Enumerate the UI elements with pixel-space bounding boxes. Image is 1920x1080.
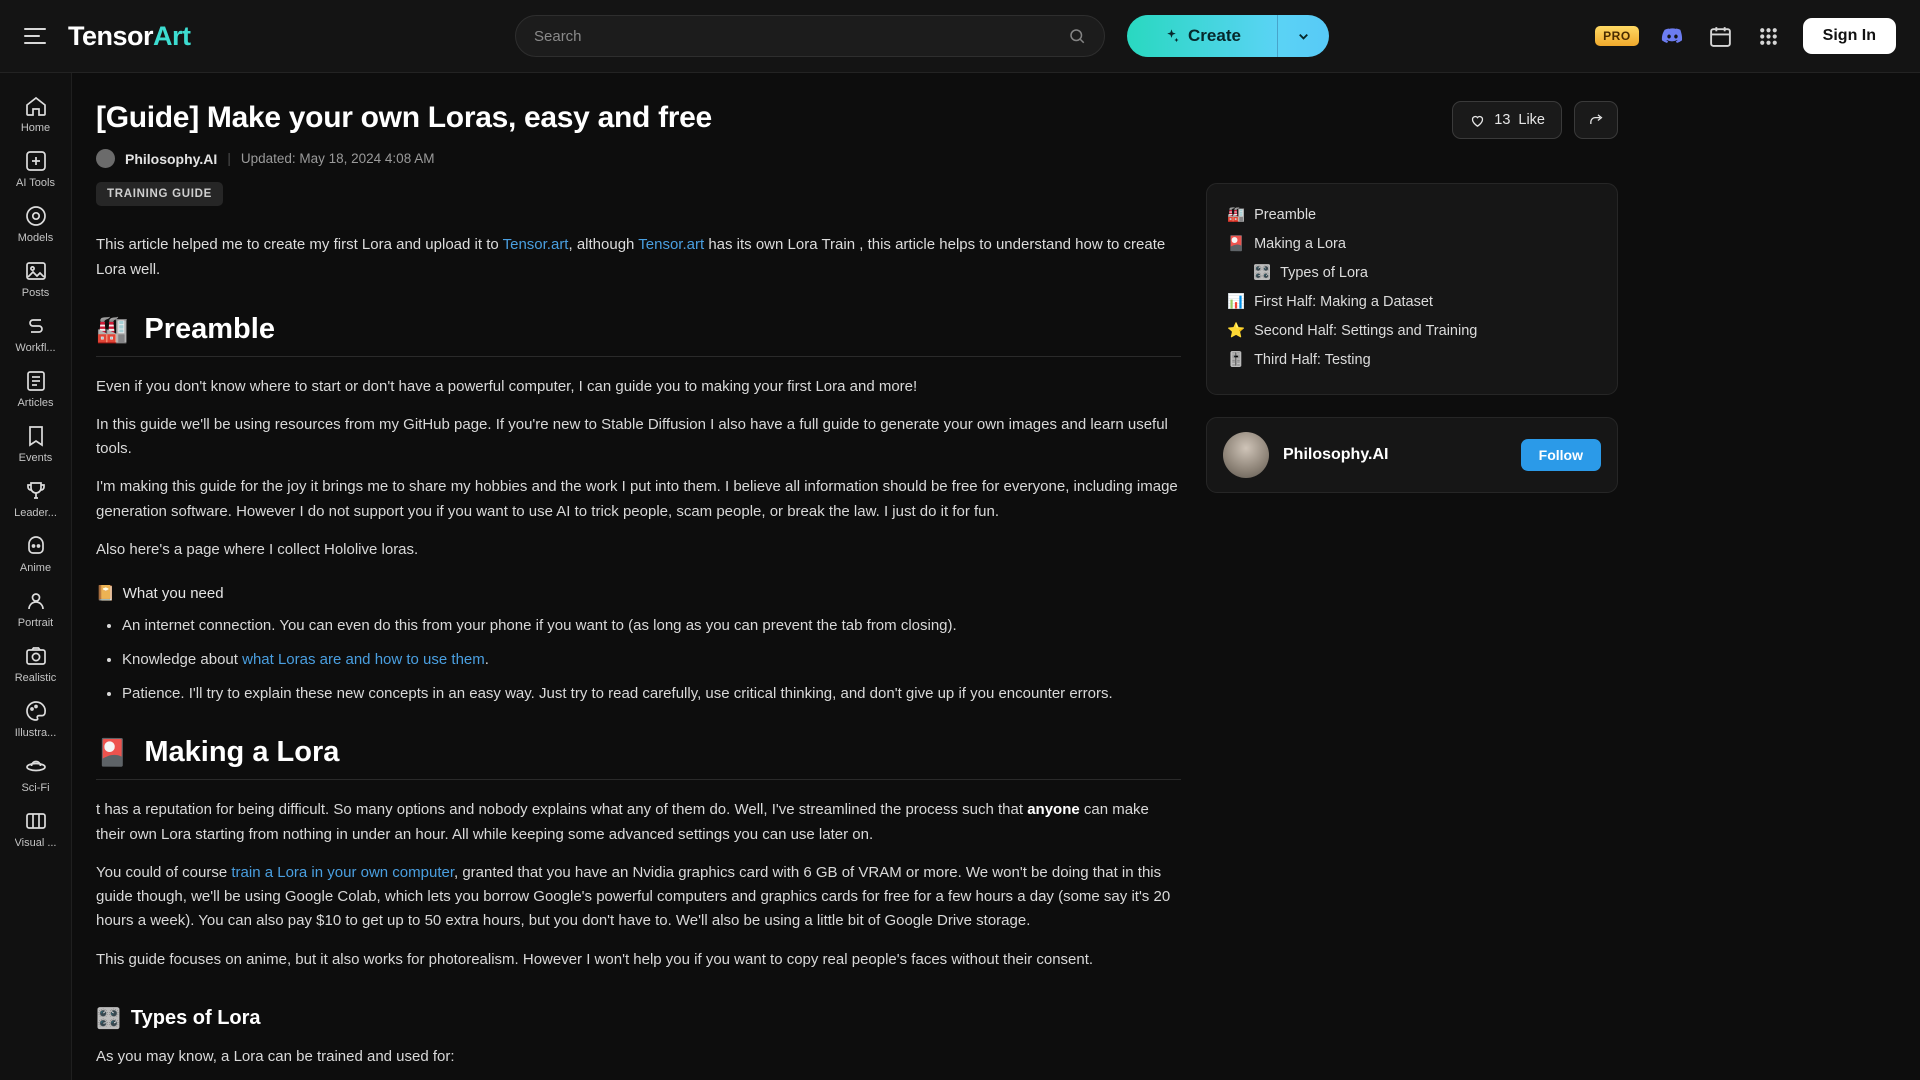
section-heading-preamble <box>96 313 1182 346</box>
toc-item-preamble[interactable] <box>1225 200 1599 229</box>
search-input[interactable] <box>534 28 1068 45</box>
sidebar-item-label: Visual ... <box>14 837 57 849</box>
divider <box>96 779 1181 780</box>
tensor-art-link-2[interactable]: Tensor.art <box>638 236 705 253</box>
logo[interactable] <box>68 21 191 52</box>
toc-item-types-of-lora[interactable] <box>1225 258 1599 287</box>
train-lora-local-link[interactable]: train a Lora in your own computer <box>231 863 454 881</box>
toc-item-label: Second Half: Settings and Training <box>1254 322 1478 339</box>
list-item-text-suffix: . <box>484 651 489 669</box>
sidebar-item-label: Workfl... <box>15 342 56 354</box>
share-icon <box>1588 112 1605 129</box>
toc-item-label: Third Half: Testing <box>1254 351 1371 368</box>
making-text-4: , granted that you have an Nvidia graphics card with 6 GB of VRAM or more. We won't be doing that in this guide though, we'll be using Google Colab, which lets you borrow Google's powerful computers and graphics cards for free for a few hours a day (some say it's 20 hours a week). You can also pay $10 to get up to 50 extra hours, but you don't have to. We'll also be using a little bit of Google Drive storage. <box>96 863 1171 930</box>
status-badge[interactable]: TRAINING GUIDE <box>96 182 223 206</box>
subsection-heading-text: Types of Lora <box>130 1007 261 1030</box>
list-item: • An internet connection. You can even do this from your phone if you want to (as long as you can prevent the tab from closing). <box>122 614 1182 638</box>
tools-icon <box>24 149 48 173</box>
sidebar-item-articles[interactable] <box>2 362 70 415</box>
menu-toggle-icon[interactable] <box>24 23 50 49</box>
section-heading-making-a-lora <box>96 736 1182 769</box>
intro-text-2: , although <box>568 236 639 253</box>
toc-item-label: First Half: Making a Dataset <box>1254 293 1433 310</box>
sidebar <box>0 73 72 1080</box>
loras-guide-link[interactable]: what Loras are and how to use them <box>242 651 485 669</box>
star-icon: ⭐ <box>1227 323 1246 339</box>
page-title: [Guide] Make your own Loras, easy and free <box>96 101 712 134</box>
scifi-icon <box>24 754 48 778</box>
factory-icon: 🏭 <box>96 313 129 344</box>
visual-icon <box>24 809 48 833</box>
right-column <box>1206 101 1646 1080</box>
sidebar-item-home[interactable] <box>2 87 70 140</box>
author-card-name[interactable]: Philosophy.AI <box>1283 446 1389 463</box>
article-actions <box>1206 101 1618 139</box>
article-meta <box>96 149 1182 168</box>
avatar[interactable] <box>1223 432 1269 478</box>
search-icon <box>1068 27 1086 45</box>
articles-icon <box>24 369 48 393</box>
making-paragraph-2 <box>96 861 1182 934</box>
illustration-icon <box>24 699 48 723</box>
sidebar-item-label: Models <box>17 232 54 244</box>
factory-icon: 🏭 <box>1227 207 1246 223</box>
sidebar-item-events[interactable] <box>2 417 70 470</box>
apps-grid-icon[interactable] <box>1755 22 1783 50</box>
realistic-icon <box>24 644 48 668</box>
top-bar-right <box>1595 18 1896 54</box>
list-item: • Patience. I'll try to explain these new concepts in an easy way. Just try to read carefully, use critical thinking, and don't give up if you encounter errors. <box>122 682 1182 706</box>
updated-timestamp: Updated: May 18, 2024 4:08 AM <box>240 151 435 166</box>
page-body <box>0 73 1920 1080</box>
preamble-paragraph-4: Also here's a page where I collect Hololive loras. <box>96 540 419 558</box>
posts-icon <box>24 259 48 283</box>
like-count: 13 <box>1494 112 1511 128</box>
toc-item-second-half[interactable] <box>1225 316 1599 345</box>
chart-icon: 📊 <box>1227 294 1246 310</box>
follow-button[interactable]: Follow <box>1521 439 1601 471</box>
avatar <box>96 149 115 168</box>
what-you-need-text: What you need <box>122 584 224 602</box>
like-button[interactable] <box>1452 101 1562 139</box>
sidebar-item-label: Anime <box>19 562 52 574</box>
logo-text-accent: Art <box>153 20 191 51</box>
sign-in-button[interactable]: Sign In <box>1803 18 1896 54</box>
like-label: Like <box>1518 112 1545 128</box>
sidebar-item-workflow[interactable] <box>2 307 70 360</box>
toc-item-making-a-lora[interactable] <box>1225 229 1599 258</box>
sidebar-item-ai-tools[interactable] <box>2 142 70 195</box>
sliders-icon: 🎛️ <box>96 1008 121 1031</box>
sidebar-item-visual[interactable] <box>2 802 70 855</box>
sidebar-item-label: Sci-Fi <box>21 782 50 794</box>
sidebar-item-label: AI Tools <box>16 177 55 189</box>
toc-item-label: Preamble <box>1254 206 1317 223</box>
preamble-paragraph-2: In this guide we'll be using resources from my GitHub page. If you're new to Stable Diffusion I also have a full guide to generate your own images and learn useful tools. <box>96 415 1168 458</box>
home-icon <box>24 94 48 118</box>
sliders-icon: 🎛️ <box>1253 265 1272 281</box>
search-bar[interactable] <box>515 15 1105 57</box>
requirements-list <box>122 614 1182 706</box>
create-button[interactable] <box>1127 15 1277 57</box>
subsection-heading-types-of-lora <box>96 1006 1182 1031</box>
discord-icon[interactable] <box>1659 22 1687 50</box>
sidebar-item-leaderboard[interactable] <box>2 472 70 525</box>
anime-icon <box>24 534 48 558</box>
share-button[interactable] <box>1574 101 1618 139</box>
top-bar <box>0 0 1920 73</box>
sidebar-item-label: Leader... <box>14 507 57 519</box>
heart-icon <box>1469 112 1486 129</box>
portrait-icon <box>24 589 48 613</box>
preamble-paragraph-1: Even if you don't know where to start or don't have a powerful computer, I can guide you to making your first Lora and more! <box>96 377 918 395</box>
making-emphasis: anyone <box>1027 801 1080 819</box>
create-dropdown-button[interactable] <box>1277 15 1329 57</box>
sidebar-item-label: Realistic <box>14 672 57 684</box>
chevron-down-icon <box>1296 29 1311 44</box>
card-icon: 🎴 <box>1227 236 1246 252</box>
logo-text-primary: Tensor <box>68 20 154 51</box>
list-item <box>122 648 1182 672</box>
section-heading-text: Preamble <box>144 312 275 345</box>
toc-item-third-half[interactable] <box>1225 345 1599 374</box>
intro-text-3: has its own Lora Train , this article helps to understand how to create Lora well. <box>96 236 1166 278</box>
sidebar-item-label: Home <box>20 122 51 134</box>
magic-wand-icon <box>1163 28 1180 45</box>
what-you-need-heading <box>96 584 1182 602</box>
making-text-3: You could of course <box>96 863 232 881</box>
making-text-2: can make their own Lora starting from nothing in under an hour. All while keeping some advanced settings you can use later on. <box>96 801 1149 843</box>
preamble-paragraph-3: I'm making this guide for the joy it brings me to share my hobbies and the work I put into them. I believe all information should be free for everyone, including image generation software. However I do not support you if you want to use AI to trick people, scam people, or break the law. I just do it for fun. <box>96 478 1178 520</box>
sidebar-item-label: Events <box>18 452 53 464</box>
sidebar-item-portrait[interactable] <box>2 582 70 635</box>
article-intro <box>96 233 1182 283</box>
sidebar-item-realistic[interactable] <box>2 637 70 690</box>
sidebar-item-label: Illustra... <box>14 727 57 739</box>
workflow-icon <box>24 314 48 338</box>
article <box>72 101 1182 1080</box>
level-slider-icon: 🎚️ <box>1227 352 1246 368</box>
sidebar-item-posts[interactable] <box>2 252 70 305</box>
toc-item-label: Types of Lora <box>1280 264 1368 281</box>
table-of-contents <box>1206 183 1618 395</box>
card-icon: 🎴 <box>96 737 129 768</box>
notebook-icon: 📔 <box>96 585 115 603</box>
sidebar-item-illustration[interactable] <box>2 692 70 745</box>
main-content <box>72 73 1920 1080</box>
toc-item-first-half[interactable] <box>1225 287 1599 316</box>
events-icon <box>24 424 48 448</box>
toc-item-label: Making a Lora <box>1254 235 1346 252</box>
sidebar-item-label: Posts <box>21 287 50 299</box>
calendar-icon[interactable] <box>1707 22 1735 50</box>
sidebar-item-models[interactable] <box>2 197 70 250</box>
making-paragraph-3: This guide focuses on anime, but it also works for photorealism. However I won't help you if you want to copy real people's faces without their consent. <box>96 950 1094 968</box>
create-button-label: Create <box>1188 26 1241 45</box>
sidebar-item-anime[interactable] <box>2 527 70 580</box>
sidebar-item-label: Portrait <box>17 617 54 629</box>
author-name[interactable]: Philosophy.AI <box>125 150 218 167</box>
list-item-text-prefix: Knowledge about <box>122 651 243 669</box>
models-icon <box>24 204 48 228</box>
sidebar-item-label: Articles <box>17 397 54 409</box>
making-paragraph-1 <box>96 798 1182 847</box>
section-heading-text: Making a Lora <box>144 736 340 769</box>
meta-divider: | <box>227 151 231 166</box>
sidebar-item-sci-fi[interactable] <box>2 747 70 800</box>
intro-text-1: This article helped me to create my first Lora and upload it to <box>96 236 503 253</box>
pro-badge[interactable]: PRO <box>1595 26 1639 46</box>
trophy-icon <box>24 479 48 503</box>
types-paragraph: As you may know, a Lora can be trained and used for: <box>96 1048 455 1066</box>
divider <box>96 356 1181 357</box>
making-text-1: t has a reputation for being difficult. So many options and nobody explains what any of them do. Well, I've streamlined the process such that <box>96 801 1028 819</box>
author-card <box>1206 417 1618 493</box>
tensor-art-link-1[interactable]: Tensor.art <box>502 236 569 253</box>
